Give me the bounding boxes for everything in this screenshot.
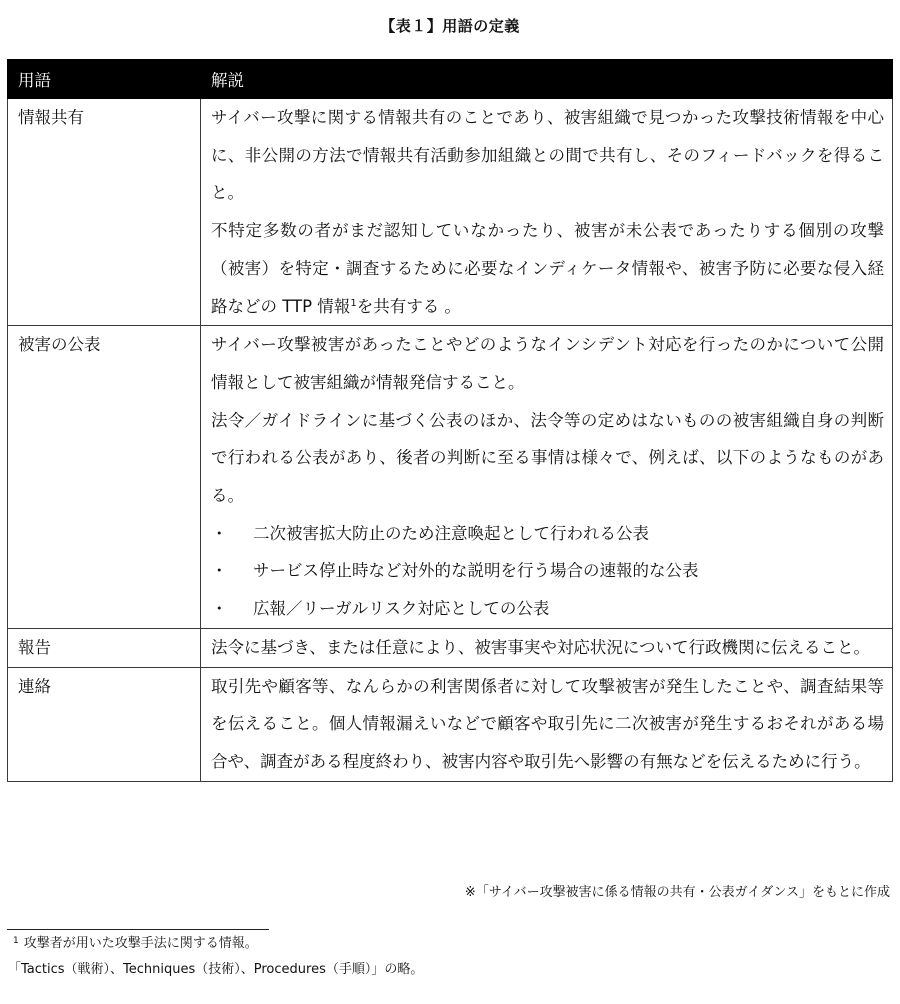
table-row: [8, 628, 893, 667]
table-row: [8, 326, 893, 629]
table-header-row: [8, 60, 893, 99]
paragraph: サイバー攻撃に関する情報共有のことであり、被害組織で見つかった攻撃技術情報を中心に、非公開の方法で情報共有活動参加組織との間で共有し、そのフィードバックを得ること。: [211, 108, 884, 203]
explanation-cell: [201, 667, 893, 781]
paragraph-text: 不特定多数の者がまだ認知していなかったり、被害が未公表であったりする個別の攻撃（被害）を特定・調査するために必要なインディケータ情報や、被害予防に必要な侵入経路などの TTP 情報: [211, 221, 884, 316]
footnote-number: 1: [13, 936, 19, 946]
explanation-cell: [201, 326, 893, 629]
paragraph: 取引先や顧客等、なんらかの利害関係者に対して攻撃被害が発生したことや、調査結果等を伝えること。個人情報漏えいなどで顧客や取引先に二次被害が発生するおそれがある場合や、調査がある程度終わり、被害内容や取引先へ影響の有無などを伝えるために行う。: [211, 676, 884, 771]
definitions-table: [7, 59, 893, 782]
footnote-line-1: [13, 935, 258, 953]
explanation-cell: [201, 628, 893, 667]
term-cell: 被害の公表: [8, 326, 201, 629]
header-term: 用語: [8, 60, 201, 99]
footnote-ref[interactable]: 1: [350, 297, 357, 309]
paragraph: 法令／ガイドラインに基づく公表のほか、法令等の定めはないものの被害組織自身の判断で行われる公表があり、後者の判断に至る事情は様々で、例えば、以下のようなものがある。: [211, 410, 884, 506]
paragraph: サイバー攻撃被害があったことやどのようなインシデント対応を行ったのかについて公開情報として被害組織が情報発信すること。: [211, 335, 884, 392]
bullet-mark: ・: [211, 561, 228, 581]
paragraph-tail: を共有する 。: [356, 296, 461, 316]
term-cell: 連絡: [8, 667, 201, 781]
bullet-item: [211, 515, 884, 553]
bullet-text: 広報／リーガルリスク対応としての公表: [253, 599, 550, 619]
source-note: ※「サイバー攻撃被害に係る情報の共有・公表ガイダンス」をもとに作成: [464, 885, 890, 900]
bullet-mark: ・: [211, 599, 228, 619]
table-title: 【表１】用語の定義: [380, 17, 520, 35]
footnote-text: 攻撃者が用いた攻撃手法に関する情報。: [23, 936, 258, 951]
bullet-text: 二次被害拡大防止のため注意喚起として行われる公表: [253, 523, 649, 543]
paragraph: 法令に基づき、または任意により、被害事実や対応状況について行政機関に伝えること。: [211, 637, 871, 657]
footnote-line-2: 「Tactics（戦術）、Techniques（技術）、Procedures（手順）」の略。: [8, 962, 424, 977]
term-cell: 報告: [8, 628, 201, 667]
paragraph: [211, 212, 884, 325]
explanation-cell: [201, 99, 893, 326]
bullet-item: [211, 552, 884, 590]
bullet-item: [211, 590, 884, 628]
table-row: [8, 667, 893, 781]
bullet-text: サービス停止時など対外的な説明を行う場合の速報的な公表: [253, 561, 699, 581]
table-row: [8, 99, 893, 326]
bullet-mark: ・: [211, 523, 228, 543]
term-cell: 情報共有: [8, 99, 201, 326]
footnote-divider: [7, 929, 269, 930]
header-explanation: 解説: [201, 60, 893, 99]
